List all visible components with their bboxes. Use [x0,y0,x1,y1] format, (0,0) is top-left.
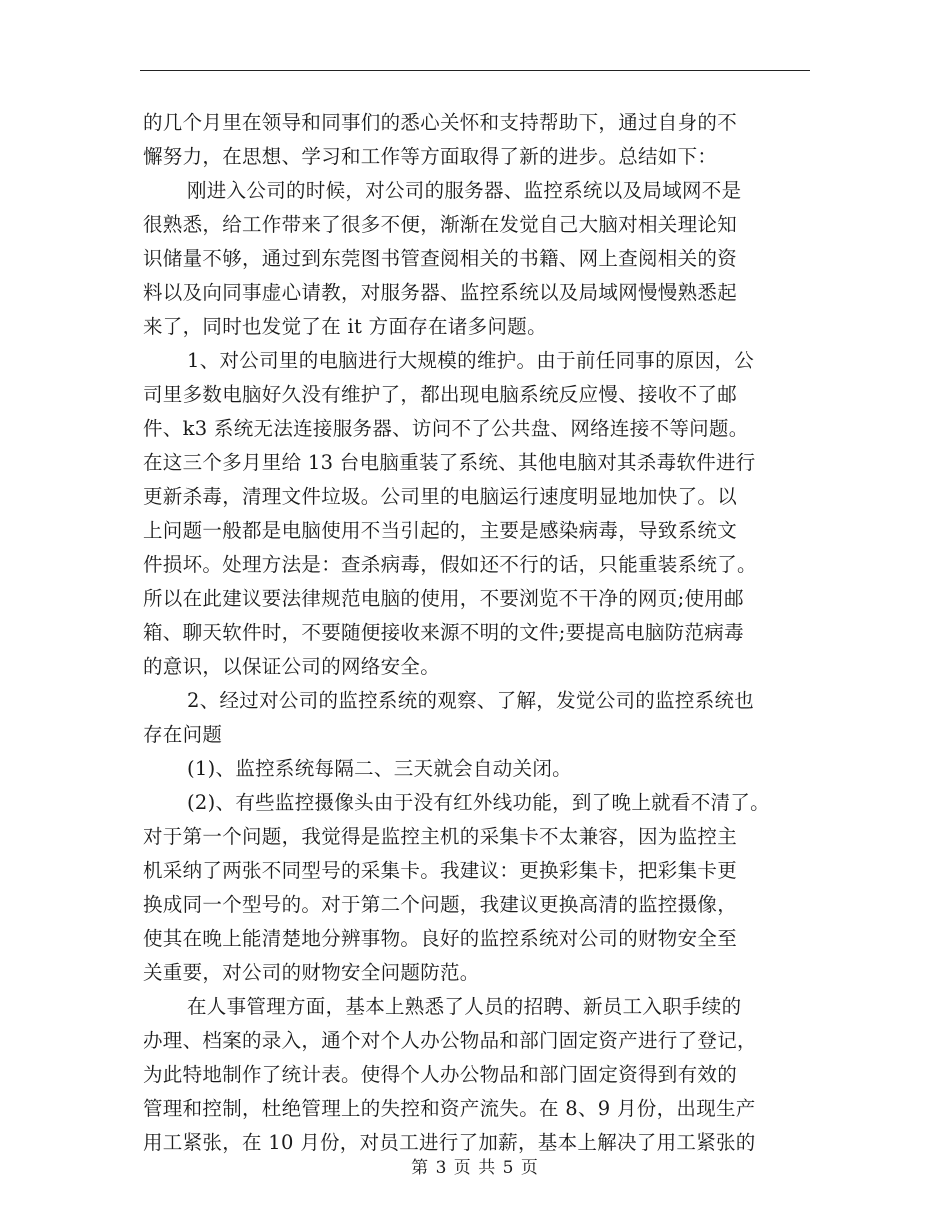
text-line: 用工紧张，在 10 月份，对员工进行了加薪，基本上解决了用工紧张的 [143,1131,756,1154]
text-line: 在人事管理方面，基本上熟悉了人员的招聘、新员工入职手续的 [187,995,742,1018]
text-line: 为此特地制作了统计表。使得个人办公物品和部门固定资得到有效的 [143,1063,738,1086]
text-line: (1)、监控系统每隔二、三天就会自动关闭。 [187,757,572,780]
text-line: 1、对公司里的电脑进行大规模的维护。由于前任同事的原因，公 [187,349,755,372]
text-line: 更新杀毒，清理文件垃圾。公司里的电脑运行速度明显地加快了。以 [143,485,738,508]
page-footer: 第 3 页 共 5 页 [411,1158,539,1178]
text-line: 件损坏。处理方法是：查杀病毒，假如还不行的话，只能重装系统了。 [143,553,757,576]
text-line: 的意识，以保证公司的网络安全。 [143,655,441,678]
text-line: 机采纳了两张不同型号的采集卡。我建议：更换彩集卡，把彩集卡更 [143,859,738,882]
text-line: (2)、有些监控摄像头由于没有红外线功能，到了晚上就看不清了。 [187,791,770,814]
text-line: 料以及向同事虚心请教，对服务器、监控系统以及局域网慢慢熟悉起 [143,281,738,304]
text-line: 箱、聊天软件时，不要随便接收来源不明的文件;要提高电脑防范病毒 [143,621,744,644]
text-line: 的几个月里在领导和同事们的悉心关怀和支持帮助下，通过自身的不 [143,111,738,134]
text-line: 对于第一个问题，我觉得是监控主机的采集卡不太兼容，因为监控主 [143,825,738,848]
text-line: 在这三个多月里给 13 台电脑重装了系统、其他电脑对其杀毒软件进行 [143,451,756,474]
text-line: 2、经过对公司的监控系统的观察、了解，发觉公司的监控系统也 [187,689,755,712]
header-rule [140,70,810,71]
text-line: 办理、档案的录入，通个对个人办公物品和部门固定资产进行了登记， [143,1029,757,1052]
text-line: 关重要，对公司的财物安全问题防范。 [143,961,480,984]
text-line: 管理和控制，杜绝管理上的失控和资产流失。在 8、9 月份，出现生产 [143,1097,756,1120]
document-body [143,106,823,1160]
text-line: 懈努力，在思想、学习和工作等方面取得了新的进步。总结如下： [143,145,718,168]
text-line: 识储量不够，通过到东莞图书管查阅相关的书籍、网上查阅相关的资 [143,247,738,270]
text-line: 存在问题 [143,723,223,746]
text-line: 件、k3 系统无法连接服务器、访问不了公共盘、网络连接不等问题。 [143,417,749,440]
text-line: 换成同一个型号的。对于第二个问题，我建议更换高清的监控摄像， [143,893,738,916]
text-line: 刚进入公司的时候，对公司的服务器、监控系统以及局域网不是 [187,179,742,202]
text-line: 上问题一般都是电脑使用不当引起的，主要是感染病毒，导致系统文 [143,519,738,542]
text-line: 使其在晚上能清楚地分辨事物。良好的监控系统对公司的财物安全至 [143,927,738,950]
text-line: 司里多数电脑好久没有维护了，都出现电脑系统反应慢、接收不了邮 [143,383,738,406]
text-line: 很熟悉，给工作带来了很多不便，渐渐在发觉自己大脑对相关理论知 [143,213,738,236]
text-line: 所以在此建议要法律规范电脑的使用，不要浏览不干净的网页;使用邮 [143,587,744,610]
text-line: 来了，同时也发觉了在 it 方面存在诸多问题。 [143,315,547,338]
